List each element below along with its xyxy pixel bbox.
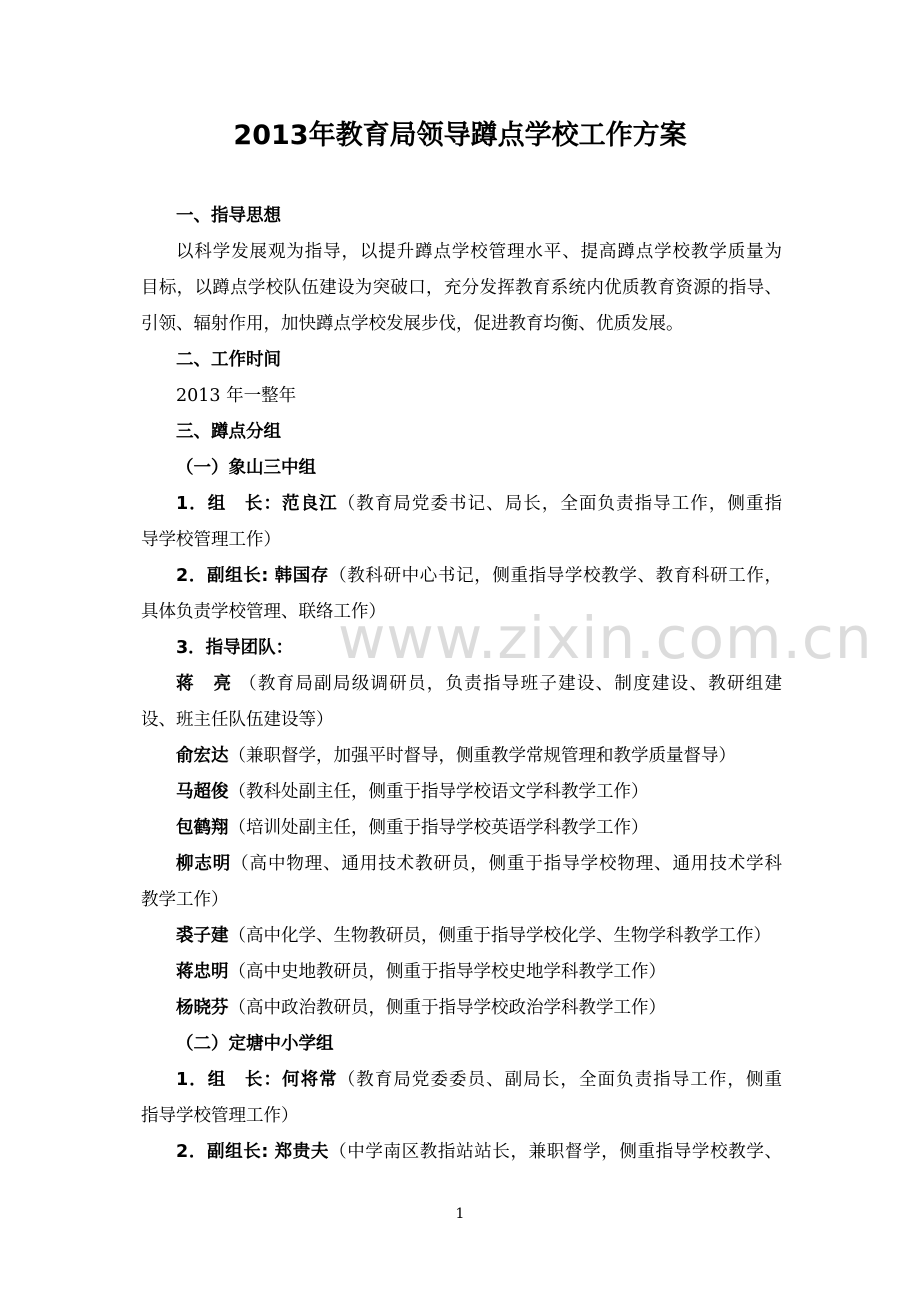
member-name: 裘子建 [176, 926, 229, 946]
member-name: 包鹤翔 [176, 818, 229, 838]
leader-desc: （教育局党委委员、副局长，全面负责指导工作，侧重 [337, 1070, 783, 1090]
leader-desc-cont: 导学校管理工作） [141, 530, 281, 550]
work-time-text: 2013 年一整年 [176, 386, 297, 406]
team-member [176, 990, 782, 1026]
team-label: 3．指导团队： [176, 638, 294, 658]
leader-name: 范良江 [282, 494, 338, 514]
leader-name: 何将常 [282, 1070, 338, 1090]
team-member [176, 774, 782, 810]
member-desc: （高中化学、生物教研员，侧重于指导学校化学、生物学科教学工作） [228, 926, 771, 946]
member-desc: （高中史地教研员，侧重于指导学校史地学科教学工作） [228, 962, 666, 982]
paragraph-line: 引领、辐射作用，加快蹲点学校发展步伐，促进教育均衡、优质发展。 [141, 314, 684, 334]
deputy-name: 郑贵夫 [274, 1142, 330, 1162]
group-leader-line [176, 486, 782, 522]
section-heading-guiding-idea: 一、指导思想 [176, 206, 281, 226]
section-heading-work-time: 二、工作时间 [176, 350, 281, 370]
member-name: 柳志明 [176, 854, 232, 874]
leader-label: 1．组 长： [176, 1070, 283, 1090]
deputy-desc: （中学南区教指站站长，兼职督学，侧重指导学校教学、 [329, 1142, 783, 1162]
team-member [176, 738, 782, 774]
deputy-label: 2．副组长: [176, 1142, 269, 1162]
leader-label: 1．组 长： [176, 494, 283, 514]
member-name: 俞宏达 [176, 746, 229, 766]
section-heading-groups: 三、蹲点分组 [176, 422, 281, 442]
member-name: 马超俊 [176, 782, 229, 802]
member-desc: （教科处副主任，侧重于指导学校语文学科教学工作） [228, 782, 649, 802]
member-desc-cont: 教学工作） [141, 890, 229, 910]
team-member [176, 846, 782, 882]
deputy-desc: （教科研中心书记，侧重指导学校教学、教育科研工作， [329, 566, 783, 586]
leader-desc-cont: 指导学校管理工作） [141, 1106, 299, 1126]
page-number: 1 [455, 1206, 465, 1222]
member-desc: （兼职督学，加强平时督导，侧重教学常规管理和教学质量督导） [228, 746, 736, 766]
leader-desc: （教育局党委书记、局长，全面负责指导工作，侧重指 [337, 494, 783, 514]
member-name: 蒋 亮 [176, 674, 233, 694]
member-desc: （高中政治教研员，侧重于指导学校政治学科教学工作） [228, 998, 666, 1018]
watermark: www.zixin.com.cn [338, 604, 873, 672]
document-title: 2013年教育局领导蹲点学校工作方案 [233, 120, 687, 151]
member-desc: （教育局副局级调研员，负责指导班子建设、制度建设、教研组建 [239, 674, 782, 694]
deputy-leader-line [176, 1134, 782, 1170]
deputy-desc-cont: 具体负责学校管理、联络工作） [141, 602, 386, 622]
group-leader-line [176, 1062, 782, 1098]
member-desc: （高中物理、通用技术教研员，侧重于指导学校物理、通用技术学科 [231, 854, 782, 874]
member-desc: （培训处副主任，侧重于指导学校英语学科教学工作） [228, 818, 649, 838]
member-desc-cont: 设、班主任队伍建设等） [141, 710, 334, 730]
team-member [176, 954, 782, 990]
paragraph-line: 以科学发展观为指导，以提升蹲点学校管理水平、提高蹲点学校教学质量为 [176, 242, 782, 262]
deputy-label: 2．副组长: [176, 566, 269, 586]
team-member [176, 810, 782, 846]
team-member [176, 918, 782, 954]
group-heading-dingtang: （二）定塘中小学组 [176, 1034, 334, 1054]
deputy-leader-line [176, 558, 782, 594]
paragraph-line: 目标，以蹲点学校队伍建设为突破口，充分发挥教育系统内优质教育资源的指导、 [141, 278, 782, 298]
group-heading-xiangshan-no3: （一）象山三中组 [176, 458, 316, 478]
deputy-name: 韩国存 [274, 566, 330, 586]
member-name: 杨晓芬 [176, 998, 229, 1018]
member-name: 蒋忠明 [176, 962, 229, 982]
